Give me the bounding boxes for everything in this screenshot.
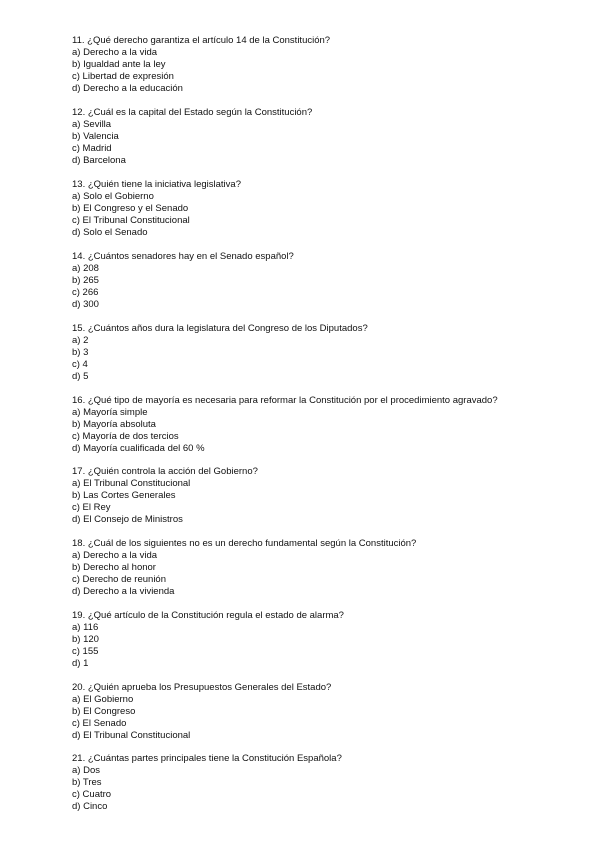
- answer-option: a) Mayoría simple: [72, 407, 148, 419]
- answer-option: c) 4: [72, 359, 88, 371]
- question-block: [72, 35, 542, 95]
- answer-option: d) 300: [72, 299, 99, 311]
- answer-option: b) Las Cortes Generales: [72, 490, 176, 502]
- question-block: [72, 753, 542, 813]
- question-text: 15. ¿Cuántos años dura la legislatura del Congreso de los Diputados?: [72, 323, 368, 334]
- answer-option: a) El Gobierno: [72, 694, 134, 706]
- answer-option: d) Derecho a la educación: [72, 83, 183, 95]
- answer-option: d) Barcelona: [72, 155, 126, 167]
- answer-option: b) Derecho al honor: [72, 562, 156, 574]
- question-block: [72, 682, 542, 742]
- answer-option: b) Tres: [72, 777, 102, 789]
- answer-option: a) El Tribunal Constitucional: [72, 478, 191, 490]
- answer-option: d) 5: [72, 371, 89, 383]
- answer-option: a) 116: [72, 622, 99, 634]
- answer-option: c) Derecho de reunión: [72, 574, 166, 586]
- answer-option: d) Derecho a la vivienda: [72, 586, 175, 598]
- answer-option: a) 208: [72, 263, 99, 275]
- answer-option: b) Igualdad ante la ley: [72, 59, 166, 71]
- answer-option: b) 120: [72, 634, 99, 646]
- question-block: [72, 466, 542, 526]
- answer-option: d) Mayoría cualificada del 60 %: [72, 443, 205, 455]
- question-block: [72, 179, 542, 239]
- answer-option: c) El Rey: [72, 502, 111, 514]
- answer-option: a) Solo el Gobierno: [72, 191, 154, 203]
- question-text: 13. ¿Quién tiene la iniciativa legislativa?: [72, 179, 241, 190]
- answer-option: b) El Congreso y el Senado: [72, 203, 189, 215]
- question-text: 18. ¿Cuál de los siguientes no es un derecho fundamental según la Constitución?: [72, 538, 417, 549]
- answer-option: d) El Consejo de Ministros: [72, 514, 183, 526]
- answer-option: a) Derecho a la vida: [72, 550, 158, 562]
- question-block: [72, 610, 542, 670]
- answer-option: a) Derecho a la vida: [72, 47, 158, 59]
- question-text: 14. ¿Cuántos senadores hay en el Senado español?: [72, 251, 294, 262]
- answer-option: d) Cinco: [72, 801, 108, 813]
- answer-option: c) El Tribunal Constitucional: [72, 215, 190, 227]
- answer-option: d) Solo el Senado: [72, 227, 148, 239]
- answer-option: d) 1: [72, 658, 89, 670]
- question-block: [72, 323, 542, 383]
- answer-option: c) Mayoría de dos tercios: [72, 431, 179, 443]
- question-text: 17. ¿Quién controla la acción del Gobierno?: [72, 466, 258, 477]
- answer-option: a) Sevilla: [72, 119, 112, 131]
- question-block: [72, 251, 542, 311]
- answer-option: c) Cuatro: [72, 789, 112, 801]
- question-text: 20. ¿Quién aprueba los Presupuestos Generales del Estado?: [72, 682, 332, 693]
- answer-option: c) Libertad de expresión: [72, 71, 174, 83]
- answer-option: b) 3: [72, 347, 89, 359]
- question-text: 19. ¿Qué artículo de la Constitución regula el estado de alarma?: [72, 610, 344, 621]
- question-text: 21. ¿Cuántas partes principales tiene la Constitución Española?: [72, 753, 342, 764]
- answer-option: d) El Tribunal Constitucional: [72, 730, 191, 742]
- answer-option: b) El Congreso: [72, 706, 136, 718]
- answer-option: b) Valencia: [72, 131, 119, 143]
- question-text: 12. ¿Cuál es la capital del Estado según la Constitución?: [72, 107, 313, 118]
- answer-option: b) Mayoría absoluta: [72, 419, 156, 431]
- answer-option: c) Madrid: [72, 143, 112, 155]
- answer-option: a) 2: [72, 335, 89, 347]
- question-text: 16. ¿Qué tipo de mayoría es necesaria para reformar la Constitución por el procedimiento agravado?: [72, 395, 498, 406]
- question-block: [72, 107, 542, 167]
- answer-option: c) 155: [72, 646, 99, 658]
- answer-option: c) 266: [72, 287, 99, 299]
- question-block: [72, 395, 542, 455]
- question-text: 11. ¿Qué derecho garantiza el artículo 14 de la Constitución?: [72, 35, 331, 46]
- answer-option: c) El Senado: [72, 718, 127, 730]
- answer-option: b) 265: [72, 275, 99, 287]
- answer-option: a) Dos: [72, 765, 100, 777]
- question-block: [72, 538, 542, 598]
